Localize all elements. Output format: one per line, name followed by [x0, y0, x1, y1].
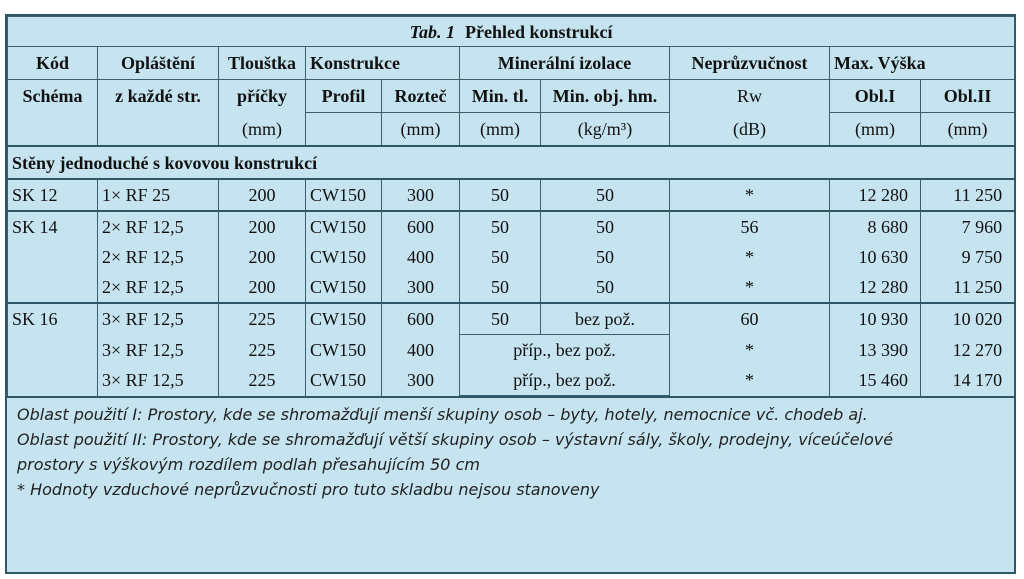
- header-roztec: Rozteč: [382, 80, 460, 113]
- cell-profil: CW150: [306, 303, 382, 335]
- table-caption: [8, 17, 1015, 47]
- header-max-vyska: Max. Výška: [830, 47, 1015, 80]
- cell-oplasteni: 1× RF 25: [98, 179, 219, 211]
- cell-rw: 60: [670, 303, 830, 335]
- cell-obl1: 15 460: [830, 365, 921, 396]
- cell-tloustka: 200: [219, 272, 306, 303]
- header-obl1: Obl.I: [830, 80, 921, 113]
- cell-rw: *: [670, 242, 830, 272]
- header-schema: Schéma: [8, 80, 98, 113]
- table-row: [8, 303, 1015, 335]
- cell-roztec: 400: [382, 335, 460, 366]
- table-row: [8, 242, 1015, 272]
- cell-obl2: 7 960: [921, 211, 1015, 242]
- cell-oplasteni: 2× RF 12,5: [98, 211, 219, 242]
- section-title: Stěny jednoduché s kovovou konstrukcí: [8, 146, 1015, 179]
- cell-roztec: 600: [382, 303, 460, 335]
- cell-obl1: 8 680: [830, 211, 921, 242]
- header-min-obj-unit: (kg/m³): [541, 113, 670, 147]
- header-obl2-unit: (mm): [921, 113, 1015, 147]
- cell-profil: CW150: [306, 365, 382, 396]
- table-panel: [5, 14, 1016, 574]
- header-z-kazde-str: z každé str.: [98, 80, 219, 113]
- tab-label: Tab. 1: [409, 21, 455, 42]
- cell-obl1: 12 280: [830, 179, 921, 211]
- cell-profil: CW150: [306, 272, 382, 303]
- cell-tloustka: 200: [219, 242, 306, 272]
- cell-oplasteni: 3× RF 12,5: [98, 303, 219, 335]
- table-row: [8, 211, 1015, 242]
- cell-profil: CW150: [306, 179, 382, 211]
- table-row: [8, 335, 1015, 366]
- note-asterisk: * Hodnoty vzduchové neprůzvučnosti pro tuto skladbu nejsou stanoveny: [17, 480, 600, 499]
- cell-tloustka: 225: [219, 303, 306, 335]
- header-min-tl: Min. tl.: [460, 80, 541, 113]
- cell-min-tl: 50: [460, 303, 541, 335]
- header-pricky: příčky: [219, 80, 306, 113]
- cell-obl1: 13 390: [830, 335, 921, 366]
- cell-min-obj: 50: [541, 179, 670, 211]
- header-obl2: Obl.II: [921, 80, 1015, 113]
- cell-oplasteni: 3× RF 12,5: [98, 335, 219, 366]
- header-profil: Profil: [306, 80, 382, 113]
- table-row: [8, 272, 1015, 303]
- cell-oplasteni: 2× RF 12,5: [98, 242, 219, 272]
- cell-tloustka: 200: [219, 179, 306, 211]
- cell-obl2: 11 250: [921, 179, 1015, 211]
- cell-obl2: 10 020: [921, 303, 1015, 335]
- table-notes: [7, 396, 1014, 502]
- cell-kod: SK 14: [8, 211, 98, 242]
- header-kod: Kód: [8, 47, 98, 80]
- note-oblast-1: Oblast použití I: Prostory, kde se shromažďují menší skupiny osob – byty, hotely, nemocnice vč. chodeb aj.: [17, 405, 868, 424]
- cell-profil: CW150: [306, 211, 382, 242]
- cell-roztec: 600: [382, 211, 460, 242]
- header-min-obj-hm: Min. obj. hm.: [541, 80, 670, 113]
- cell-min-tl: 50: [460, 211, 541, 242]
- cell-roztec: 300: [382, 272, 460, 303]
- cell-tloustka: 225: [219, 365, 306, 396]
- header-mineralni-izolace: Minerální izolace: [460, 47, 670, 80]
- cell-kod: [8, 242, 98, 272]
- header-nepruzvucnost: Neprůzvučnost: [670, 47, 830, 80]
- header-oplasteni: Opláštění: [98, 47, 219, 80]
- cell-kod: SK 16: [8, 303, 98, 335]
- cell-profil: CW150: [306, 335, 382, 366]
- cell-insulation: příp., bez pož.: [460, 365, 670, 396]
- cell-min-obj: 50: [541, 272, 670, 303]
- cell-rw: *: [670, 335, 830, 366]
- table-row: [8, 365, 1015, 396]
- cell-min-obj: 50: [541, 242, 670, 272]
- cell-rw: *: [670, 365, 830, 396]
- cell-kod: [8, 272, 98, 303]
- cell-roztec: 400: [382, 242, 460, 272]
- header-obl1-unit: (mm): [830, 113, 921, 147]
- cell-obl2: 14 170: [921, 365, 1015, 396]
- construction-table: [7, 16, 1015, 396]
- header-min-tl-unit: (mm): [460, 113, 541, 147]
- cell-obl1: 10 930: [830, 303, 921, 335]
- header-konstrukce: Konstrukce: [306, 47, 460, 80]
- table-row: [8, 179, 1015, 211]
- table-title: Přehled konstrukcí: [464, 21, 613, 42]
- cell-tloustka: 200: [219, 211, 306, 242]
- cell-obl2: 9 750: [921, 242, 1015, 272]
- cell-kod: SK 12: [8, 179, 98, 211]
- cell-insulation: příp., bez pož.: [460, 335, 670, 366]
- note-oblast-2: Oblast použití II: Prostory, kde se shromažďují větší skupiny osob – výstavní sály, školy, prodejny, víceúčelové: [17, 430, 894, 449]
- cell-obl1: 12 280: [830, 272, 921, 303]
- cell-oplasteni: 2× RF 12,5: [98, 272, 219, 303]
- cell-profil: CW150: [306, 242, 382, 272]
- cell-roztec: 300: [382, 179, 460, 211]
- header-tloustka-unit: (mm): [219, 113, 306, 147]
- cell-kod: [8, 335, 98, 366]
- cell-oplasteni: 3× RF 12,5: [98, 365, 219, 396]
- cell-rw: *: [670, 272, 830, 303]
- cell-min-tl: 50: [460, 179, 541, 211]
- header-rw: Rw: [670, 80, 830, 113]
- cell-min-tl: 50: [460, 242, 541, 272]
- cell-roztec: 300: [382, 365, 460, 396]
- cell-obl2: 11 250: [921, 272, 1015, 303]
- cell-tloustka: 225: [219, 335, 306, 366]
- header-tloustka: Tlouštka: [219, 47, 306, 80]
- cell-rw: 56: [670, 211, 830, 242]
- cell-obl2: 12 270: [921, 335, 1015, 366]
- cell-min-obj: 50: [541, 211, 670, 242]
- cell-obl1: 10 630: [830, 242, 921, 272]
- cell-min-obj: bez pož.: [541, 303, 670, 335]
- cell-min-tl: 50: [460, 272, 541, 303]
- header-roztec-unit: (mm): [382, 113, 460, 147]
- note-oblast-2-continued: prostory s výškovým rozdílem podlah přesahujícím 50 cm: [17, 455, 480, 474]
- cell-rw: *: [670, 179, 830, 211]
- header-rw-unit: (dB): [670, 113, 830, 147]
- cell-kod: [8, 365, 98, 396]
